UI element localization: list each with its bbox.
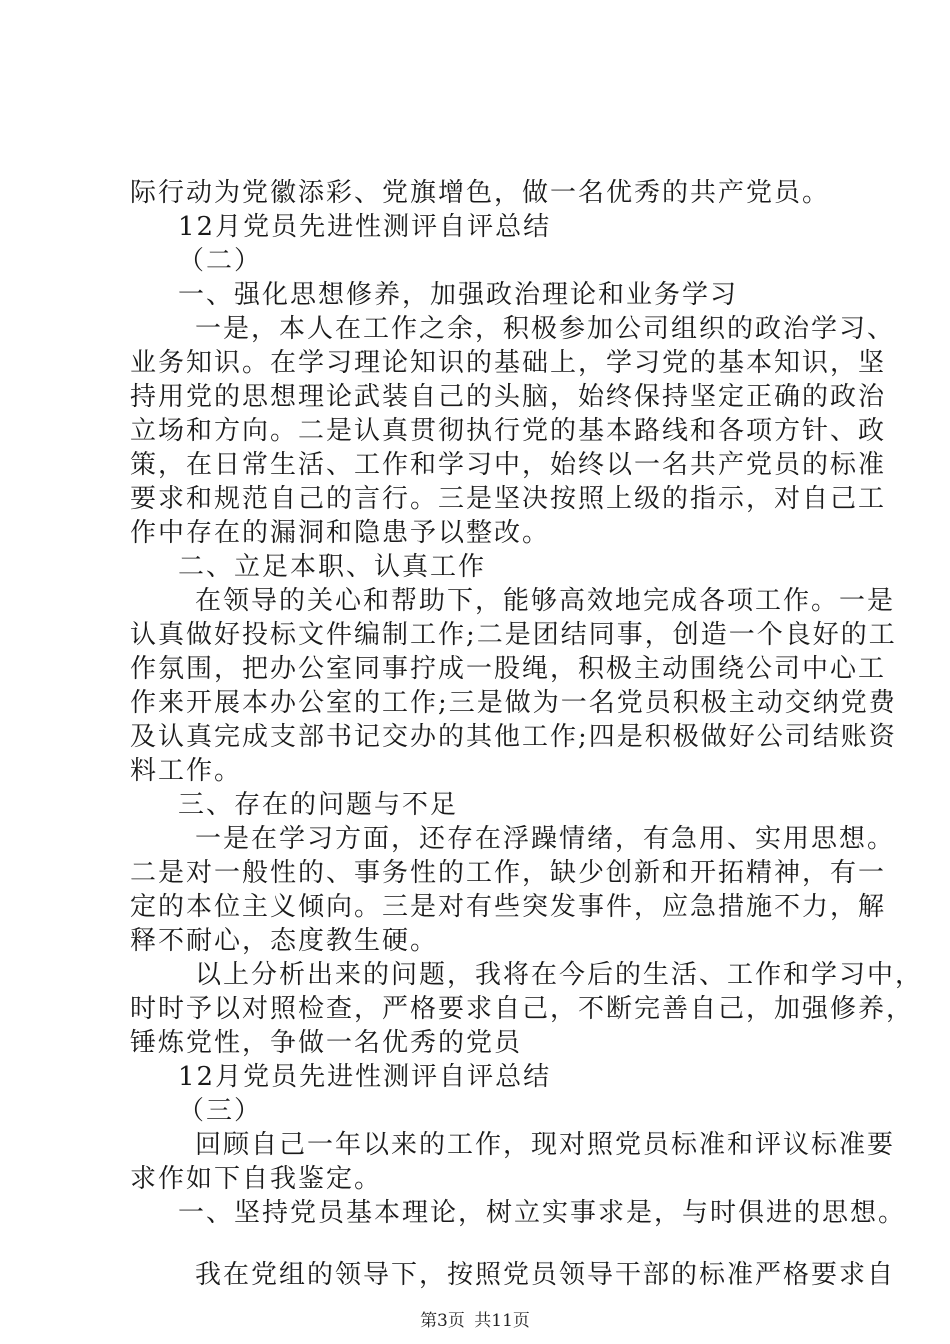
text-line: 求作如下自我鉴定。	[130, 1164, 383, 1194]
heading-3: 三、存在的问题与不足	[178, 790, 459, 820]
heading-1: 一、强化思想修养，加强政治理论和业务学习	[178, 280, 739, 310]
page-total: 共11页	[474, 1311, 530, 1331]
section-title: 12月党员先进性测评自评总结	[178, 1062, 552, 1092]
text-line: 际行动为党徽添彩、党旗增色，做一名优秀的共产党员。	[130, 178, 831, 208]
text-line: 二是对一般性的、事务性的工作，缺少创新和开拓精神，有一	[130, 858, 887, 888]
section-title: 12月党员先进性测评自评总结	[178, 212, 552, 242]
text-line: 要求和规范自己的言行。三是坚决按照上级的指示，对自己工	[130, 484, 887, 514]
text-line: 策，在日常生活、工作和学习中，始终以一名共产党员的标准	[130, 450, 887, 480]
text-line: 作来开展本办公室的工作;三是做为一名党员积极主动交纳党费	[130, 688, 897, 718]
text-line: 我在党组的领导下，按照党员领导干部的标准严格要求自	[195, 1260, 896, 1290]
text-line: 持用党的思想理论武装自己的头脑，始终保持坚定正确的政治	[130, 382, 887, 412]
text-line: 锤炼党性，争做一名优秀的党员	[130, 1028, 523, 1058]
text-line: 时时予以对照检查，严格要求自己，不断完善自己，加强修养，	[130, 994, 915, 1024]
page-footer	[0, 1306, 950, 1331]
text-line: 业务知识。在学习理论知识的基础上，学习党的基本知识，坚	[130, 348, 887, 378]
text-line: 在领导的关心和帮助下，能够高效地完成各项工作。一是	[195, 586, 896, 616]
text-line: 以上分析出来的问题，我将在今后的生活、工作和学习中，	[195, 960, 924, 990]
text-line: 料工作。	[130, 756, 243, 786]
text-line: 作中存在的漏洞和隐患予以整改。	[130, 518, 551, 548]
section-number: （二）	[178, 246, 263, 276]
heading-2: 二、立足本职、认真工作	[178, 552, 487, 582]
heading-1: 一、坚持党员基本理论，树立实事求是，与时俱进的思想。	[178, 1198, 907, 1228]
text-line: 一是，本人在工作之余，积极参加公司组织的政治学习、	[195, 314, 896, 344]
text-line: 释不耐心，态度教生硬。	[130, 926, 439, 956]
section-number: （三）	[178, 1096, 263, 1126]
text-line: 一是在学习方面，还存在浮躁情绪，有急用、实用思想。	[195, 824, 896, 854]
text-line: 定的本位主义倾向。三是对有些突发事件，应急措施不力，解	[130, 892, 887, 922]
text-line: 及认真完成支部书记交办的其他工作;四是积极做好公司结账资	[130, 722, 897, 752]
text-line: 作氛围，把办公室同事拧成一股绳，积极主动围绕公司中心工	[130, 654, 887, 684]
page-number: 第3页	[420, 1311, 465, 1331]
text-line: 回顾自己一年以来的工作，现对照党员标准和评议标准要	[195, 1130, 896, 1160]
text-line: 立场和方向。二是认真贯彻执行党的基本路线和各项方针、政	[130, 416, 887, 446]
text-line: 认真做好投标文件编制工作;二是团结同事，创造一个良好的工	[130, 620, 897, 650]
